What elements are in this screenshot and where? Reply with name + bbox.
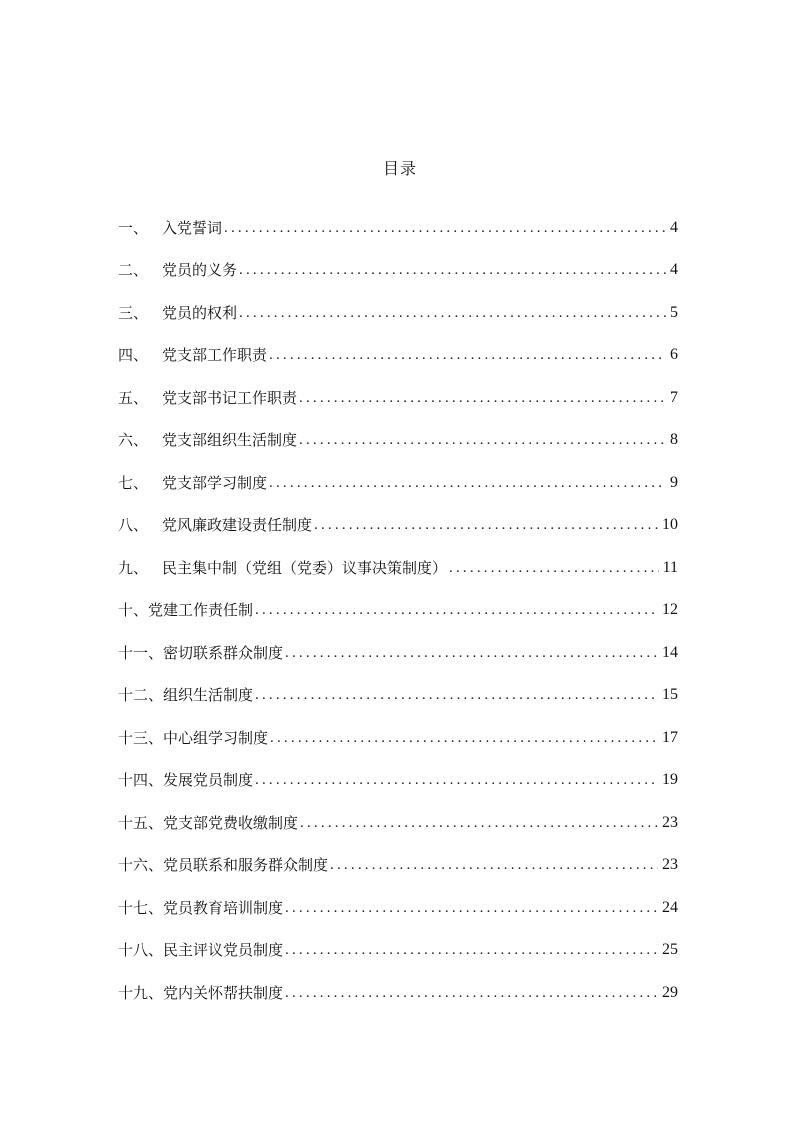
toc-entry-number: 九、: [118, 558, 149, 577]
toc-entry-number: 十四、: [118, 771, 164, 789]
toc-entry[interactable]: [118, 921, 678, 964]
toc-entry-label: 党支部书记工作职责: [162, 388, 298, 407]
toc-entry-label: 党员的权利: [162, 303, 238, 322]
toc-dot-leader: [285, 640, 658, 666]
toc-entry[interactable]: [118, 581, 678, 624]
toc-dot-leader: [449, 555, 659, 581]
toc-entry-label: 中心组学习制度: [163, 728, 269, 747]
toc-entry-label: 发展党员制度: [163, 771, 254, 789]
toc-entry-number: 五、: [118, 388, 149, 407]
toc-dot-leader: [239, 257, 666, 283]
toc-entry[interactable]: [118, 963, 678, 1006]
toc-entry-label: 组织生活制度: [163, 686, 254, 704]
toc-entry[interactable]: [118, 538, 678, 581]
toc-entry-number: 一、: [118, 218, 149, 237]
toc-entry-label: 密切联系群众制度: [163, 643, 284, 662]
toc-entry-number: 四、: [118, 346, 149, 364]
toc-entry-page: 14: [662, 643, 678, 661]
toc-dot-leader: [255, 767, 658, 793]
toc-entry-label: 党员的义务: [162, 261, 238, 279]
toc-entry[interactable]: [118, 623, 678, 666]
toc-dot-leader: [224, 215, 666, 241]
toc-entry-page: 29: [662, 983, 678, 1001]
toc-entry-page: 23: [662, 856, 678, 873]
toc-entry-number: 七、: [118, 473, 149, 492]
toc-entry-number: 十六、: [118, 856, 164, 874]
toc-entry-label: 党风廉政建设责任制度: [162, 516, 313, 534]
toc-entry-number: 十、: [118, 601, 149, 619]
toc-entry-page: 10: [662, 516, 678, 533]
toc-entry-label: 党支部组织生活制度: [162, 431, 298, 449]
toc-dot-leader: [285, 937, 658, 963]
toc-dot-leader: [285, 980, 658, 1006]
toc-entry-number: 六、: [118, 431, 149, 449]
toc-entry-number: 十一、: [118, 643, 164, 662]
toc-entry-page: 9: [670, 473, 678, 491]
toc-dot-leader: [330, 852, 658, 878]
toc-entry-page: 7: [670, 388, 678, 406]
toc-entry-page: 4: [670, 218, 678, 236]
toc-dot-leader: [269, 342, 666, 368]
toc-dot-leader: [314, 512, 658, 538]
toc-dot-leader: [299, 385, 666, 411]
toc-list: [118, 198, 678, 1006]
toc-entry-number: 三、: [118, 303, 149, 322]
toc-dot-leader: [239, 300, 666, 326]
toc-entry[interactable]: [118, 198, 678, 241]
toc-entry[interactable]: [118, 793, 678, 836]
toc-dot-leader: [300, 810, 658, 836]
toc-dot-leader: [269, 470, 666, 496]
toc-dot-leader: [285, 895, 658, 921]
toc-title: 目录: [382, 159, 417, 178]
toc-entry-label: 党员教育培训制度: [163, 898, 284, 917]
toc-entry[interactable]: [118, 666, 678, 709]
toc-entry[interactable]: [118, 411, 678, 454]
toc-entry-number: 八、: [118, 516, 149, 534]
toc-entry[interactable]: [118, 708, 678, 751]
toc-entry-page: 12: [662, 601, 678, 618]
toc-entry-number: 二、: [118, 261, 149, 279]
toc-entry-number: 十八、: [118, 941, 164, 959]
toc-dot-leader: [299, 427, 666, 453]
toc-entry[interactable]: [118, 283, 678, 326]
toc-dot-leader: [255, 597, 658, 623]
toc-entry-label: 党建工作责任制: [148, 601, 254, 619]
toc-entry-number: 十三、: [118, 728, 164, 747]
toc-entry[interactable]: [118, 496, 678, 539]
toc-entry-number: 十七、: [118, 898, 164, 917]
toc-entry-number: 十九、: [118, 983, 164, 1002]
toc-entry-page: 4: [670, 261, 678, 278]
toc-entry-label: 党支部工作职责: [162, 346, 268, 364]
toc-dot-leader: [270, 725, 658, 751]
toc-entry[interactable]: [118, 878, 678, 921]
toc-entry-label: 党支部党费收缴制度: [163, 813, 299, 832]
toc-entry-page: 15: [662, 686, 678, 703]
toc-entry-label: 党支部学习制度: [162, 473, 268, 492]
toc-entry-label: 党内关怀帮扶制度: [163, 983, 284, 1002]
toc-dot-leader: [255, 682, 658, 708]
toc-entry[interactable]: [118, 453, 678, 496]
toc-entry-page: 23: [662, 813, 678, 831]
toc-entry-label: 入党誓词: [162, 218, 223, 237]
toc-entry-page: 25: [662, 941, 678, 958]
toc-entry[interactable]: [118, 751, 678, 794]
toc-entry-page: 19: [662, 771, 678, 788]
toc-entry-label: 党员联系和服务群众制度: [163, 856, 329, 874]
toc-entry[interactable]: [118, 836, 678, 879]
toc-entry-page: 6: [670, 346, 678, 363]
toc-entry-label: 民主集中制（党组（党委）议事决策制度）: [162, 558, 448, 577]
toc-entry-page: 5: [670, 303, 678, 321]
toc-entry-label: 民主评议党员制度: [163, 941, 284, 959]
toc-entry[interactable]: [118, 326, 678, 369]
toc-entry-page: 24: [662, 898, 678, 916]
toc-entry[interactable]: [118, 241, 678, 284]
toc-entry-page: 17: [662, 728, 678, 746]
toc-entry[interactable]: [118, 368, 678, 411]
toc-entry-page: 8: [670, 431, 678, 448]
toc-entry-number: 十五、: [118, 813, 164, 832]
toc-entry-number: 十二、: [118, 686, 164, 704]
toc-entry-page: 11: [662, 558, 678, 576]
